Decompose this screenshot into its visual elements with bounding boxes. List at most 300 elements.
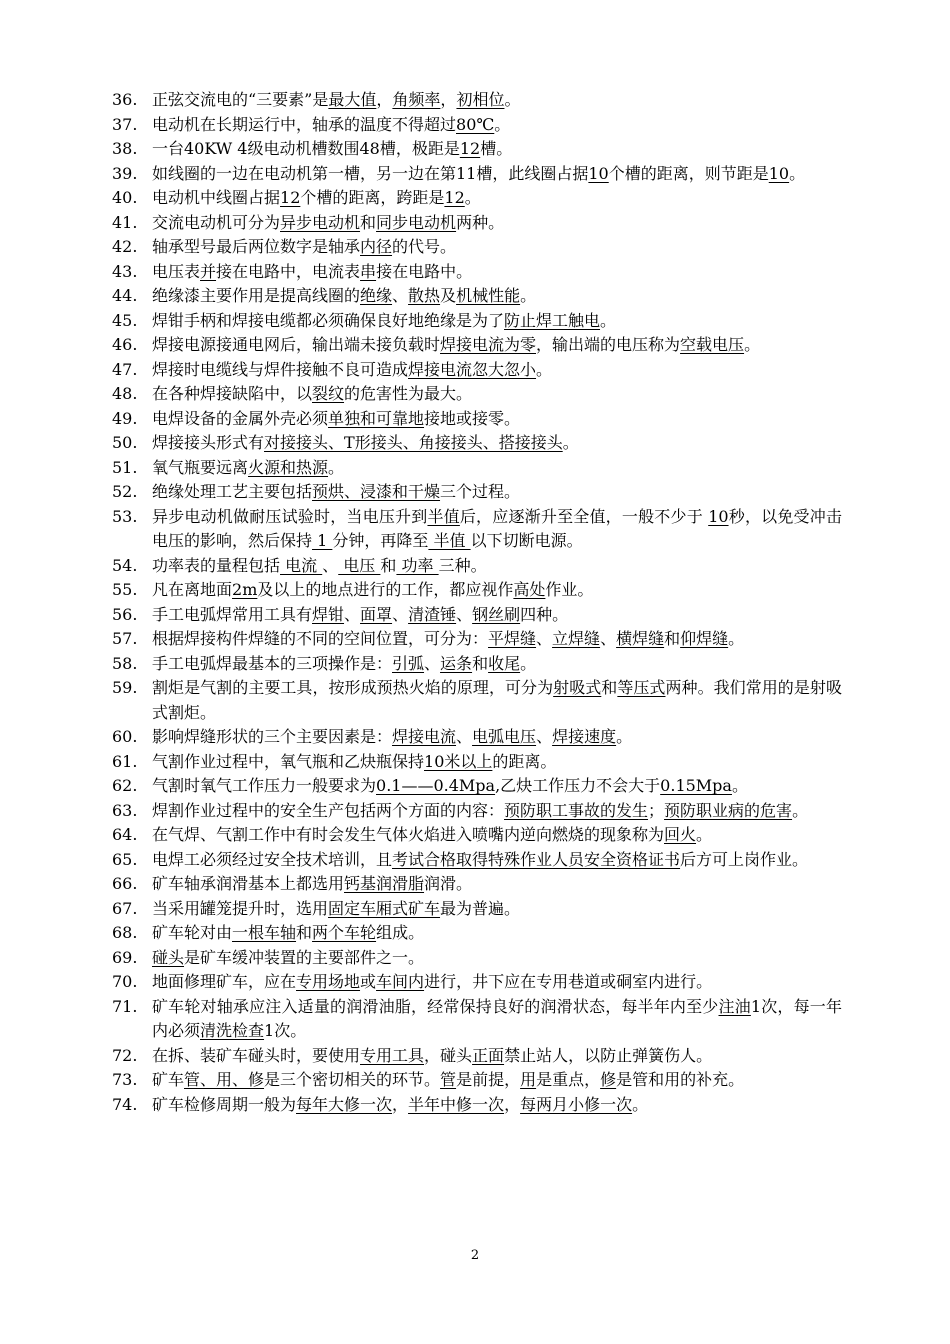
text-segment: 焊割作业过程中的安全生产包括两个方面的内容： xyxy=(152,800,505,820)
answer-underlined: 电压 xyxy=(338,555,381,575)
text-segment: 润滑。 xyxy=(424,874,473,893)
text-segment: 接在电路中。 xyxy=(376,261,473,281)
item-number: 54. xyxy=(112,555,138,575)
text-segment: 电动机中线圈占据 xyxy=(152,188,281,207)
item-number: 73. xyxy=(112,1070,138,1089)
item-text xyxy=(152,946,842,971)
answer-underlined: 初相位 xyxy=(456,90,505,109)
item-number: 62. xyxy=(112,776,138,795)
answer-underlined: 正面 xyxy=(472,1045,505,1065)
answer-underlined: 空载电压 xyxy=(680,335,745,354)
text-segment: 、 xyxy=(536,629,553,648)
text-segment: 是矿车缓冲装置的主要部件之一。 xyxy=(184,947,425,967)
list-item xyxy=(112,1093,842,1118)
item-text xyxy=(152,897,842,922)
text-segment: 。 xyxy=(616,727,633,746)
answer-underlined: 裂纹 xyxy=(312,384,345,403)
item-number: 63. xyxy=(112,800,138,820)
list-item xyxy=(112,431,842,456)
text-segment: 。 xyxy=(464,188,481,207)
answer-underlined: 焊钳 xyxy=(312,604,345,624)
text-segment: 的危害性为最大。 xyxy=(344,384,473,403)
answer-underlined: 焊接电流 xyxy=(392,727,457,746)
item-number: 69. xyxy=(112,947,138,967)
question-list xyxy=(112,88,842,1117)
text-segment: 、 xyxy=(392,286,409,305)
item-number: 64. xyxy=(112,825,138,844)
item-text xyxy=(152,872,842,897)
item-text xyxy=(152,1093,842,1118)
list-item xyxy=(112,407,842,432)
list-item xyxy=(112,872,842,897)
answer-underlined: 面罩 xyxy=(360,604,393,624)
answer-underlined: 专用场地 xyxy=(296,972,361,991)
list-item xyxy=(112,578,842,603)
text-segment: 。 xyxy=(520,653,537,673)
answer-underlined: 注油 xyxy=(718,996,751,1016)
item-text xyxy=(152,211,842,236)
answer-underlined: 回火 xyxy=(664,825,697,844)
text-segment: 两种。 xyxy=(456,212,505,232)
text-segment: ，输出端的电压称为 xyxy=(536,335,681,354)
answer-underlined: 一根车轴 xyxy=(232,923,297,942)
answer-underlined: 0.1——0.4Mpa xyxy=(376,776,496,795)
text-segment: 在各种焊接缺陷中，以 xyxy=(152,384,313,403)
text-segment: 正弦交流电的“三要素”是 xyxy=(152,90,329,109)
answer-underlined: 串 xyxy=(360,261,377,281)
list-item xyxy=(112,995,842,1044)
text-segment: 。 xyxy=(789,163,806,183)
item-number: 61. xyxy=(112,751,138,771)
text-segment: 是前提， xyxy=(456,1070,521,1089)
item-text xyxy=(152,309,842,334)
text-segment: 是三个密切相关的环节。 xyxy=(264,1070,441,1089)
item-text xyxy=(152,1068,842,1093)
text-segment: 进行，井下应在专用巷道或硐室内进行。 xyxy=(424,972,713,991)
text-segment: 。 xyxy=(536,359,553,379)
text-segment: 当采用罐笼提升时，选用 xyxy=(152,898,329,918)
item-text xyxy=(152,186,842,211)
item-number: 37. xyxy=(112,114,138,134)
answer-underlined: 预防职业病的危害 xyxy=(664,800,793,820)
text-segment: 。 xyxy=(792,800,809,820)
list-item xyxy=(112,921,842,946)
answer-underlined: 焊接速度 xyxy=(552,727,617,746)
text-segment: 割炬是气割的主要工具，按形成预热火焰的原理，可分为 xyxy=(152,678,554,697)
text-segment: 影响焊缝形状的三个主要因素是： xyxy=(152,727,393,746)
list-item xyxy=(112,823,842,848)
text-segment: 。 xyxy=(520,286,537,305)
item-text xyxy=(152,382,842,407)
text-segment: 后方可上岗作业。 xyxy=(680,849,809,869)
answer-underlined: 预防职工事故的发生 xyxy=(504,800,649,820)
text-segment: 组成。 xyxy=(376,923,425,942)
answer-underlined: 功率 xyxy=(396,555,439,575)
answer-underlined: 碰头 xyxy=(152,947,185,967)
answer-underlined: 防止焊工触电 xyxy=(504,310,601,330)
text-segment: 秒，以免受冲击电压的影响，然后保持 xyxy=(152,506,842,550)
text-segment: 最为普遍。 xyxy=(440,898,521,918)
text-segment: 、 xyxy=(424,653,441,673)
item-text xyxy=(152,358,842,383)
answer-underlined: 立焊缝 xyxy=(552,629,601,648)
list-item xyxy=(112,725,842,750)
answer-underlined: 机械性能 xyxy=(456,286,521,305)
item-text xyxy=(152,1044,842,1069)
list-item xyxy=(112,456,842,481)
text-segment: 。 xyxy=(632,1094,649,1114)
text-segment: 和 xyxy=(472,653,489,673)
text-segment: 及以上的地点进行的工作，都应视作 xyxy=(257,580,514,599)
answer-underlined: 钙基润滑脂 xyxy=(344,874,425,893)
list-item xyxy=(112,211,842,236)
list-item xyxy=(112,480,842,505)
item-text xyxy=(152,88,842,113)
answer-underlined: 收尾 xyxy=(488,653,521,673)
item-number: 55. xyxy=(112,580,138,599)
answer-underlined: 预烘、浸漆和干燥 xyxy=(312,482,441,501)
answer-underlined: 焊接电流为零 xyxy=(440,335,537,354)
item-number: 71. xyxy=(112,996,138,1016)
item-number: 58. xyxy=(112,653,138,673)
text-segment: 。 xyxy=(494,114,511,134)
text-segment: 及 xyxy=(440,286,457,305)
text-segment: 1次，每一年内必须 xyxy=(152,996,842,1040)
page-number: 2 xyxy=(470,1248,480,1263)
answer-underlined: 内径 xyxy=(360,237,393,256)
text-segment: 和 xyxy=(380,555,397,575)
list-item xyxy=(112,309,842,334)
item-text xyxy=(152,456,842,481)
answer-underlined: 80℃ xyxy=(456,114,495,134)
answer-underlined: 散热 xyxy=(408,286,441,305)
text-segment: 、 xyxy=(392,604,409,624)
item-text xyxy=(152,921,842,946)
text-segment: 分钟，再降至 xyxy=(332,531,429,550)
list-item xyxy=(112,799,842,824)
text-segment: 作业。 xyxy=(545,580,594,599)
text-segment: 焊接时电缆线与焊件接触不良可造成 xyxy=(152,359,409,379)
text-segment: 、 xyxy=(600,629,617,648)
text-segment: 是重点， xyxy=(536,1070,601,1089)
item-text xyxy=(152,578,842,603)
text-segment: 矿车轮对由 xyxy=(152,923,233,942)
text-segment: 和 xyxy=(601,678,618,697)
text-segment: 。 xyxy=(504,90,521,109)
item-text xyxy=(152,676,842,725)
answer-underlined: 电流 xyxy=(280,555,323,575)
answer-underlined: 专用工具 xyxy=(360,1045,425,1065)
text-segment: 三种。 xyxy=(438,555,487,575)
text-segment: ， xyxy=(440,90,457,109)
text-segment: 电焊工必须经过安全技术培训，且 xyxy=(152,849,393,869)
item-number: 36. xyxy=(112,90,138,109)
item-number: 65. xyxy=(112,849,138,869)
answer-underlined: 钢丝刷 xyxy=(472,604,521,624)
list-item xyxy=(112,627,842,652)
text-segment: 手工电弧焊常用工具有 xyxy=(152,604,313,624)
item-number: 42. xyxy=(112,237,138,256)
text-segment: 电焊设备的金属外壳必须 xyxy=(152,408,329,428)
item-text xyxy=(152,970,842,995)
answer-underlined: 电弧电压 xyxy=(472,727,537,746)
text-segment: 、 xyxy=(344,604,361,624)
text-segment: 接地或接零。 xyxy=(424,408,521,428)
item-text xyxy=(152,554,842,579)
item-number: 67. xyxy=(112,898,138,918)
answer-underlined: 两个车轮 xyxy=(312,923,377,942)
text-segment: 以下切断电源。 xyxy=(470,531,583,550)
answer-underlined: 半年中修一次 xyxy=(408,1094,505,1114)
item-number: 70. xyxy=(112,972,138,991)
answer-underlined: 12 xyxy=(459,139,481,158)
answer-underlined: 对接接头、T形接头、角接接头、搭接接头 xyxy=(264,433,563,452)
text-segment: 两种。我们常用的是射吸式割炬。 xyxy=(152,678,842,722)
text-segment: 异步电动机做耐压试验时，当电压升到 xyxy=(152,506,428,526)
text-segment: 的距离。 xyxy=(492,751,557,771)
item-number: 38. xyxy=(112,139,138,158)
text-segment: 和 xyxy=(296,923,313,942)
answer-underlined: 10 xyxy=(708,506,729,526)
item-text xyxy=(152,848,842,873)
text-segment: 。 xyxy=(744,335,761,354)
text-segment: 四种。 xyxy=(520,604,569,624)
item-number: 68. xyxy=(112,923,138,942)
item-number: 60. xyxy=(112,727,138,746)
answer-underlined: 1 xyxy=(312,531,333,550)
list-item xyxy=(112,676,842,725)
text-segment: 焊接接头形式有 xyxy=(152,433,265,452)
item-text xyxy=(152,995,842,1044)
text-segment: 轴承型号最后两位数字是轴承 xyxy=(152,237,361,256)
list-item xyxy=(112,113,842,138)
list-item xyxy=(112,382,842,407)
text-segment: 或 xyxy=(360,972,377,991)
answer-underlined: 仰焊缝 xyxy=(680,629,729,648)
list-item xyxy=(112,358,842,383)
answer-underlined: 角频率 xyxy=(392,90,441,109)
answer-underlined: 用 xyxy=(520,1070,537,1089)
text-segment: 个槽的距离，则节距是 xyxy=(608,163,769,183)
answer-underlined: 清洗检查 xyxy=(200,1021,265,1040)
answer-underlined: 车间内 xyxy=(376,972,425,991)
text-segment: 。 xyxy=(696,825,713,844)
text-segment: 绝缘处理工艺主要包括 xyxy=(152,482,313,501)
answer-underlined: 修 xyxy=(600,1070,617,1089)
text-segment: 、 xyxy=(456,727,473,746)
answer-underlined: 半值 xyxy=(427,506,460,526)
answer-underlined: 最大值 xyxy=(328,90,377,109)
text-segment: 气割时氧气工作压力一般要求为 xyxy=(152,776,377,795)
item-text xyxy=(152,480,842,505)
answer-underlined: 横焊缝 xyxy=(616,629,665,648)
text-segment: ； xyxy=(648,800,665,820)
text-segment: 电压表 xyxy=(152,261,201,281)
text-segment: 凡在离地面 xyxy=(152,580,233,599)
answer-underlined: 高处 xyxy=(513,580,546,599)
answer-underlined: 考试合格取得特殊作业人员安全资格证书 xyxy=(392,849,681,869)
list-item xyxy=(112,505,842,554)
text-segment: ,乙炔工作压力不会大于 xyxy=(495,776,661,795)
answer-underlined: 管 xyxy=(440,1070,457,1089)
list-item xyxy=(112,554,842,579)
item-text xyxy=(152,603,842,628)
text-segment: 氧气瓶要远离 xyxy=(152,457,249,477)
text-segment: 是管和用的补充。 xyxy=(616,1070,745,1089)
list-item xyxy=(112,284,842,309)
item-number: 72. xyxy=(112,1045,138,1065)
item-text xyxy=(152,284,842,309)
item-number: 53. xyxy=(112,506,138,526)
item-number: 74. xyxy=(112,1094,138,1114)
list-item xyxy=(112,137,842,162)
text-segment: 和 xyxy=(664,629,681,648)
text-segment: 个槽的距离，跨距是 xyxy=(300,188,445,207)
item-number: 45. xyxy=(112,310,138,330)
item-number: 44. xyxy=(112,286,138,305)
text-segment: 、 xyxy=(456,604,473,624)
item-text xyxy=(152,407,842,432)
item-number: 43. xyxy=(112,261,138,281)
answer-underlined: 0.15Mpa xyxy=(660,776,732,795)
item-number: 41. xyxy=(112,212,138,232)
text-segment: 地面修理矿车，应在 xyxy=(152,972,297,991)
answer-underlined: 异步电动机 xyxy=(280,212,361,232)
answer-underlined: 12 xyxy=(444,188,465,207)
answer-underlined: 管、用、修 xyxy=(184,1070,265,1089)
text-segment: 。 xyxy=(562,433,579,452)
list-item xyxy=(112,946,842,971)
item-number: 48. xyxy=(112,384,138,403)
answer-underlined: 焊接电流忽大忽小 xyxy=(408,359,537,379)
item-text xyxy=(152,260,842,285)
answer-underlined: 每年大修一次 xyxy=(296,1094,393,1114)
item-text xyxy=(152,725,842,750)
text-segment: ， xyxy=(504,1094,521,1114)
list-item xyxy=(112,970,842,995)
item-text xyxy=(152,799,842,824)
text-segment: 接在电路中，电流表 xyxy=(216,261,361,281)
item-text xyxy=(152,823,842,848)
answer-underlined: 固定车厢式矿车 xyxy=(328,898,441,918)
list-item xyxy=(112,88,842,113)
answer-underlined: 12 xyxy=(280,188,301,207)
list-item xyxy=(112,186,842,211)
text-segment: 绝缘漆主要作用是提高线圈的 xyxy=(152,286,361,305)
item-text xyxy=(152,235,842,260)
text-segment: 电动机在长期运行中，轴承的温度不得超过 xyxy=(152,114,457,134)
text-segment: 三个过程。 xyxy=(440,482,521,501)
text-segment: 、 xyxy=(322,555,339,575)
text-segment: 一台40KW 4级电动机槽数围48槽，极距是 xyxy=(152,139,460,158)
answer-underlined: 清渣锤 xyxy=(408,604,457,624)
text-segment: 根据焊接构件焊缝的不同的空间位置，可分为： xyxy=(152,629,489,648)
text-segment: 焊钳手柄和焊接电缆都必须确保良好地绝缘是为了 xyxy=(152,310,505,330)
text-segment: 。 xyxy=(328,457,345,477)
list-item xyxy=(112,235,842,260)
item-number: 46. xyxy=(112,335,138,354)
item-number: 51. xyxy=(112,457,138,477)
answer-underlined: 火源和热源 xyxy=(248,457,329,477)
item-text xyxy=(152,333,842,358)
answer-underlined: 射吸式 xyxy=(553,678,602,697)
text-segment: 。 xyxy=(731,776,748,795)
answer-underlined: 绝缘 xyxy=(360,286,393,305)
text-segment: 在拆、装矿车碰头时，要使用 xyxy=(152,1045,361,1065)
answer-underlined: 引弧 xyxy=(392,653,425,673)
item-number: 59. xyxy=(112,678,138,697)
answer-underlined: 运条 xyxy=(440,653,473,673)
text-segment: 槽。 xyxy=(480,139,513,158)
item-number: 57. xyxy=(112,629,138,648)
list-item xyxy=(112,750,842,775)
answer-underlined: 平焊缝 xyxy=(488,629,537,648)
item-number: 40. xyxy=(112,188,138,207)
answer-underlined: 10 xyxy=(588,163,609,183)
list-item xyxy=(112,333,842,358)
answer-underlined: 等压式 xyxy=(617,678,666,697)
answer-underlined: 半值 xyxy=(428,531,471,550)
answer-underlined: 10米以上 xyxy=(424,751,493,771)
answer-underlined: 每两月小修一次 xyxy=(520,1094,633,1114)
answer-underlined: 单独和可靠地 xyxy=(328,408,425,428)
item-number: 50. xyxy=(112,433,138,452)
text-segment: 后，应逐渐升至全值，一般不少于 xyxy=(459,506,709,526)
item-number: 66. xyxy=(112,874,138,893)
answer-underlined: 2m xyxy=(232,580,258,599)
item-number: 56. xyxy=(112,604,138,624)
item-text xyxy=(152,505,842,554)
text-segment: 手工电弧焊最基本的三项操作是： xyxy=(152,653,393,673)
text-segment: ， xyxy=(376,90,393,109)
text-segment: 矿车轴承润滑基本上都选用 xyxy=(152,874,345,893)
item-text xyxy=(152,113,842,138)
text-segment: 在气焊、气割工作中有时会发生气体火焰进入喷嘴内逆向燃烧的现象称为 xyxy=(152,825,665,844)
text-segment: 功率表的量程包括 xyxy=(152,555,281,575)
list-item xyxy=(112,897,842,922)
text-segment: 的代号。 xyxy=(392,237,457,256)
item-text xyxy=(152,137,842,162)
text-segment: 矿车检修周期一般为 xyxy=(152,1094,297,1114)
text-segment: 。 xyxy=(600,310,617,330)
text-segment: 矿车 xyxy=(152,1070,185,1089)
item-number: 49. xyxy=(112,408,138,428)
text-segment: ， xyxy=(392,1094,409,1114)
text-segment: 和 xyxy=(360,212,377,232)
item-text xyxy=(152,774,842,799)
text-segment: 气割作业过程中，氧气瓶和乙炔瓶保持 xyxy=(152,751,425,771)
item-text xyxy=(152,162,842,187)
list-item xyxy=(112,260,842,285)
list-item xyxy=(112,1068,842,1093)
text-segment: 、 xyxy=(536,727,553,746)
item-text xyxy=(152,750,842,775)
item-text xyxy=(152,431,842,456)
item-number: 39. xyxy=(112,163,138,183)
text-segment: 禁止站人，以防止弹簧伤人。 xyxy=(504,1045,713,1065)
list-item xyxy=(112,603,842,628)
list-item xyxy=(112,1044,842,1069)
answer-underlined: 并 xyxy=(200,261,217,281)
item-text xyxy=(152,652,842,677)
text-segment: 如线圈的一边在电动机第一槽，另一边在第11槽，此线圈占据 xyxy=(152,163,589,183)
answer-underlined: 同步电动机 xyxy=(376,212,457,232)
item-number: 52. xyxy=(112,482,138,501)
text-segment: 。 xyxy=(728,629,745,648)
item-text xyxy=(152,627,842,652)
text-segment: ，碰头 xyxy=(424,1045,473,1065)
text-segment: 1次。 xyxy=(264,1021,307,1040)
